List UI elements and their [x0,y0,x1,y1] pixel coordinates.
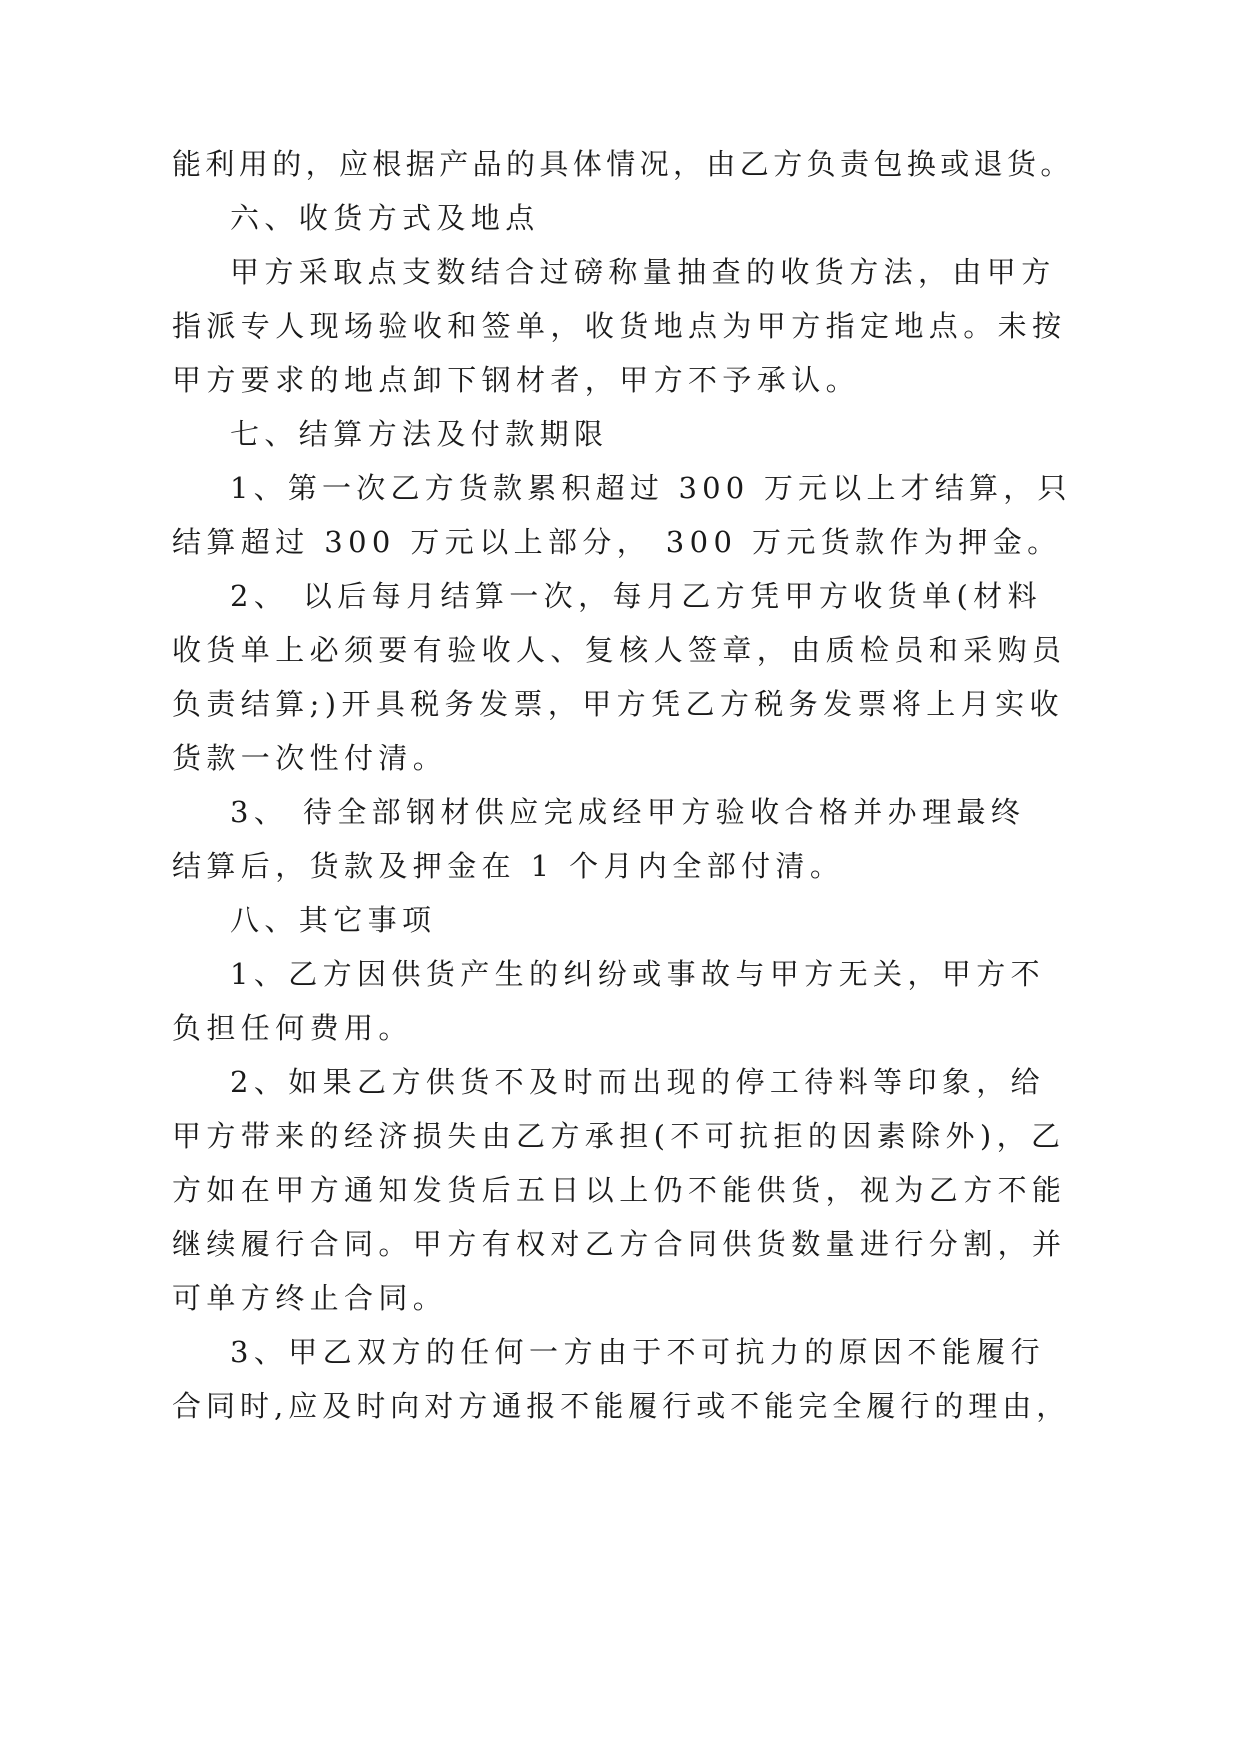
section-heading: 八、其它事项 [230,903,437,937]
text-line: 2、 以后每月结算一次，每月乙方凭甲方收货单(材料 [230,579,1042,613]
text-line: 方如在甲方通知发货后五日以上仍不能供货，视为乙方不能 [172,1173,1067,1207]
text-line: 3、甲乙双方的任何一方由于不可抗力的原因不能履行 [230,1335,1046,1369]
text-line: 继续履行合同。甲方有权对乙方合同供货数量进行分割，并 [172,1227,1067,1261]
section-heading: 六、收货方式及地点 [230,201,540,235]
text-line: 负担任何费用。 [172,1011,413,1045]
text-line: 1、乙方因供货产生的纠纷或事故与甲方无关，甲方不 [230,957,1046,991]
text-line: 可单方终止合同。 [172,1281,448,1315]
text-line: 2、如果乙方供货不及时而出现的停工待料等印象，给 [230,1065,1046,1099]
text-line: 结算后，货款及押金在 1 个月内全部付清。 [172,849,845,883]
text-line: 合同时,应及时向对方通报不能履行或不能完全履行的理由， [172,1389,1071,1423]
text-line: 甲方要求的地点卸下钢材者，甲方不予承认。 [172,363,861,397]
section-heading: 七、结算方法及付款期限 [230,417,609,451]
text-line: 3、 待全部钢材供应完成经甲方验收合格并办理最终 [230,795,1026,829]
text-line: 甲方带来的经济损失由乙方承担(不可抗拒的因素除外)，乙 [172,1119,1066,1153]
text-line: 结算超过 300 万元以上部分， 300 万元货款作为押金。 [172,525,1062,559]
text-line: 甲方采取点支数结合过磅称量抽查的收货方法，由甲方 [230,255,1056,289]
text-line: 1、第一次乙方货款累积超过 300 万元以上才结算，只 [230,471,1072,505]
text-line: 能利用的，应根据产品的具体情况，由乙方负责包换或退货。 [172,147,1074,181]
text-line: 货款一次性付清。 [172,741,448,775]
text-line: 收货单上必须要有验收人、复核人签章，由质检员和采购员 [172,633,1067,667]
text-line: 负责结算;)开具税务发票，甲方凭乙方税务发票将上月实收 [172,687,1064,721]
text-line: 指派专人现场验收和签单，收货地点为甲方指定地点。未按 [172,309,1067,343]
